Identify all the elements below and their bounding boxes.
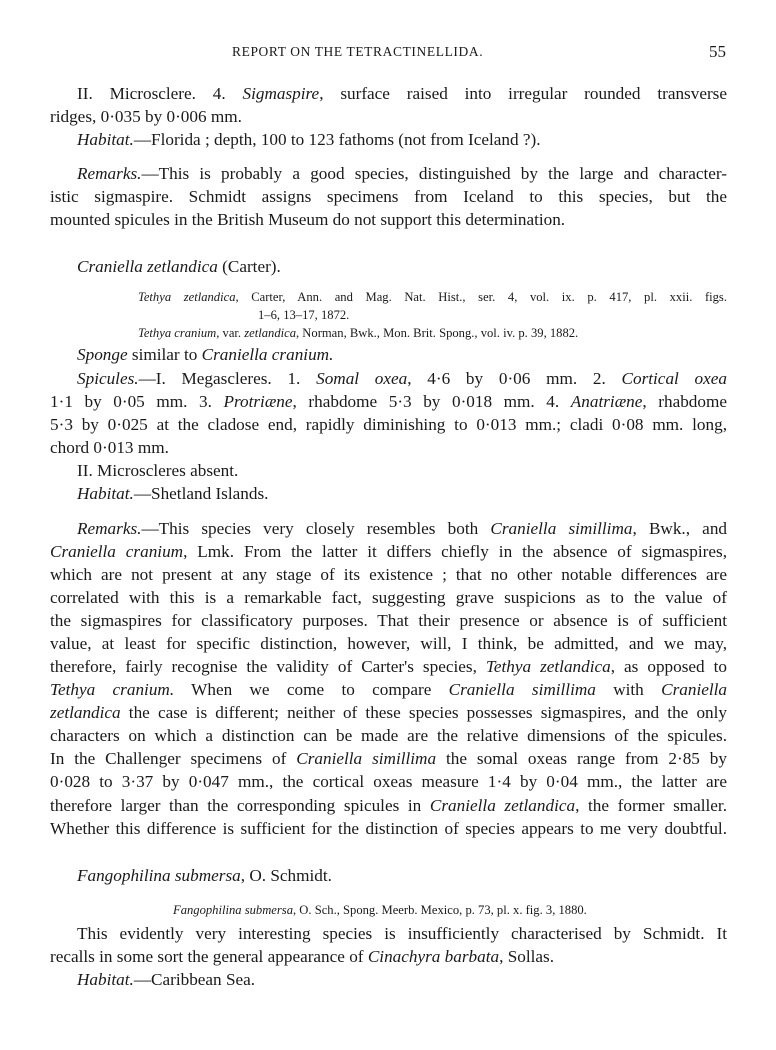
italic-text: Craniella <box>661 680 727 699</box>
text-line <box>50 924 727 944</box>
text-run: , O. Schmidt. <box>240 866 332 885</box>
text-line <box>50 796 727 816</box>
text-run: , Sollas. <box>499 947 555 966</box>
text-line <box>50 130 727 150</box>
text-run: , Carter, Ann. and Mag. Nat. Hist., ser. 4, vol. ix. p. 417, pl. xxii. figs. <box>235 290 727 304</box>
text-line <box>50 461 727 481</box>
text-line <box>50 84 727 104</box>
text-run: —Florida ; depth, 100 to 123 fathoms (not from Iceland ?). <box>133 130 541 149</box>
italic-text: Craniella simillima <box>448 680 596 699</box>
text-run: 5·3 by 0·025 at the cladose end, rapidly diminishing to 0·013 mm.; cladi 0·08 mm. long, <box>50 415 727 434</box>
text-line <box>50 257 727 277</box>
text-run: , the former smaller. <box>575 796 727 815</box>
text-run: the sigmaspires for classificatory purposes. That their presence or absence is of sufficient <box>50 611 727 630</box>
text-run: chord 0·013 mm. <box>50 438 169 457</box>
text-run: therefore, fairly recognise the validity of Carter's species, <box>50 657 486 676</box>
text-line <box>50 107 727 127</box>
text-line <box>138 287 727 307</box>
italic-text: Tethya zetlandica <box>485 657 611 676</box>
text-line <box>50 187 727 207</box>
italic-text: Habitat. <box>77 970 134 989</box>
text-run: , Bwk., and <box>632 519 727 538</box>
italic-text: Tethya zetlandica <box>138 290 236 304</box>
text-run: 0·028 to 3·37 by 0·047 mm., the cortical oxeas measure 1·4 by 0·04 mm., the latter are <box>50 772 727 791</box>
text-line <box>50 345 727 365</box>
text-run: istic sigmaspire. Schmidt assigns specimens from Iceland to this species, but the <box>50 187 727 206</box>
text-line <box>50 519 727 539</box>
text-line <box>50 866 727 886</box>
text-line <box>50 819 727 839</box>
text-line <box>50 369 727 389</box>
text-line <box>258 305 349 325</box>
text-line <box>50 680 727 700</box>
italic-text: Craniella cranium. <box>201 345 334 364</box>
text-line <box>50 970 727 990</box>
text-run: , Norman, Bwk., Mon. Brit. Spong., vol. iv. p. 39, 1882. <box>296 326 579 340</box>
page-number: 55 <box>709 42 726 61</box>
text-line <box>50 164 727 184</box>
text-run: In the Challenger specimens of <box>50 749 297 768</box>
text-run: therefore larger than the corresponding spicules in <box>50 796 430 815</box>
text-line <box>173 900 587 920</box>
text-run: , var. <box>216 326 245 340</box>
text-run: , Lmk. From the latter it differs chiefly in the absence of sigmaspires, <box>183 542 727 561</box>
italic-text: Habitat. <box>77 130 134 149</box>
text-run: 1·1 by 0·05 mm. 3. <box>50 392 224 411</box>
text-line <box>50 392 727 412</box>
text-run: This evidently very interesting species is insufficiently characterised by Schmidt. It <box>77 924 727 943</box>
text-run: ridges, 0·035 by 0·006 mm. <box>50 107 242 126</box>
text-line <box>50 749 727 769</box>
text-line <box>50 484 727 504</box>
text-run: correlated with this is a remarkable fact, suggesting grave suspicions as to the value of <box>50 588 727 607</box>
italic-text: Cortical oxea <box>621 369 727 388</box>
italic-text: zetlandica <box>244 326 296 340</box>
italic-text: Sigmaspire <box>242 84 320 103</box>
text-line <box>50 210 727 230</box>
text-run: —This species very closely resembles both <box>141 519 491 538</box>
text-run: similar to <box>127 345 202 364</box>
text-line <box>50 703 727 723</box>
italic-text: Craniella simillima <box>490 519 633 538</box>
text-run: recalls in some sort the general appearance of <box>50 947 368 966</box>
italic-text: Protriæne <box>223 392 293 411</box>
text-line <box>50 772 727 792</box>
text-line <box>50 947 727 967</box>
text-line <box>50 438 727 458</box>
italic-text: Tethya cranium <box>138 326 217 340</box>
text-line <box>50 588 727 608</box>
text-run: mounted spicules in the British Museum do not support this determination. <box>50 210 566 229</box>
running-header: REPORT ON THE TETRACTINELLIDA. <box>232 44 484 59</box>
text-run: II. Microscleres absent. <box>77 461 239 480</box>
text-run: , surface raised into irregular rounded transverse <box>319 84 727 103</box>
text-run: , rhabdome 5·3 by 0·018 mm. 4. <box>292 392 571 411</box>
italic-text: Craniella zetlandica <box>429 796 576 815</box>
text-run: which are not present at any stage of its existence ; that no other notable differences are <box>50 565 727 584</box>
text-run: II. Microsclere. 4. <box>77 84 243 103</box>
text-run: with <box>595 680 662 699</box>
italic-text: Fangophilina submersa <box>77 866 241 885</box>
italic-text: Sponge <box>77 345 128 364</box>
text-run: the somal oxeas range from 2·85 by <box>436 749 727 768</box>
italic-text: Remarks. <box>77 519 142 538</box>
text-run: —Shetland Islands. <box>133 484 269 503</box>
italic-text: Fangophilina submersa <box>173 903 293 917</box>
italic-text: Cinachyra barbata <box>367 947 500 966</box>
text-run: , O. Sch., Spong. Meerb. Mexico, p. 73, pl. x. fig. 3, 1880. <box>293 903 587 917</box>
italic-text: Tethya cranium. <box>50 680 175 699</box>
text-line <box>50 611 727 631</box>
text-line <box>50 726 727 746</box>
text-run: Whether this difference is sufficient for the distinction of species appears to me very doubtful. <box>50 819 727 838</box>
text-run: —I. Megascleres. 1. <box>138 369 317 388</box>
text-run: (Carter). <box>217 257 281 276</box>
text-line <box>50 415 727 435</box>
text-line <box>50 565 727 585</box>
italic-text: Craniella simillima <box>296 749 437 768</box>
italic-text: Somal oxea <box>316 369 408 388</box>
italic-text: Anatriæne <box>570 392 643 411</box>
italic-text: Craniella cranium <box>50 542 184 561</box>
text-run: , rhabdome <box>642 392 727 411</box>
text-run: 1–6, 13–17, 1872. <box>258 308 350 322</box>
italic-text: zetlandica <box>50 703 121 722</box>
italic-text: Remarks. <box>77 164 142 183</box>
text-line <box>50 657 727 677</box>
text-run: When we come to compare <box>174 680 449 699</box>
text-line <box>50 542 727 562</box>
text-run: , 4·6 by 0·06 mm. 2. <box>407 369 622 388</box>
text-run: —Caribbean Sea. <box>133 970 256 989</box>
text-run: the case is different; neither of these species possesses sigmaspires, and the only <box>120 703 727 722</box>
text-run: characters on which a distinction can be made are the relative dimensions of the spicules. <box>50 726 727 745</box>
italic-text: Spicules. <box>77 369 139 388</box>
text-run: value, at least for specific distinction, however, will, I think, be admitted, and we may, <box>50 634 727 653</box>
text-line <box>50 634 727 654</box>
italic-text: Habitat. <box>77 484 134 503</box>
italic-text: Craniella zetlandica <box>77 257 218 276</box>
text-run: , as opposed to <box>610 657 727 676</box>
text-run: —This is probably a good species, distinguished by the large and character- <box>141 164 727 183</box>
text-line <box>138 323 727 343</box>
